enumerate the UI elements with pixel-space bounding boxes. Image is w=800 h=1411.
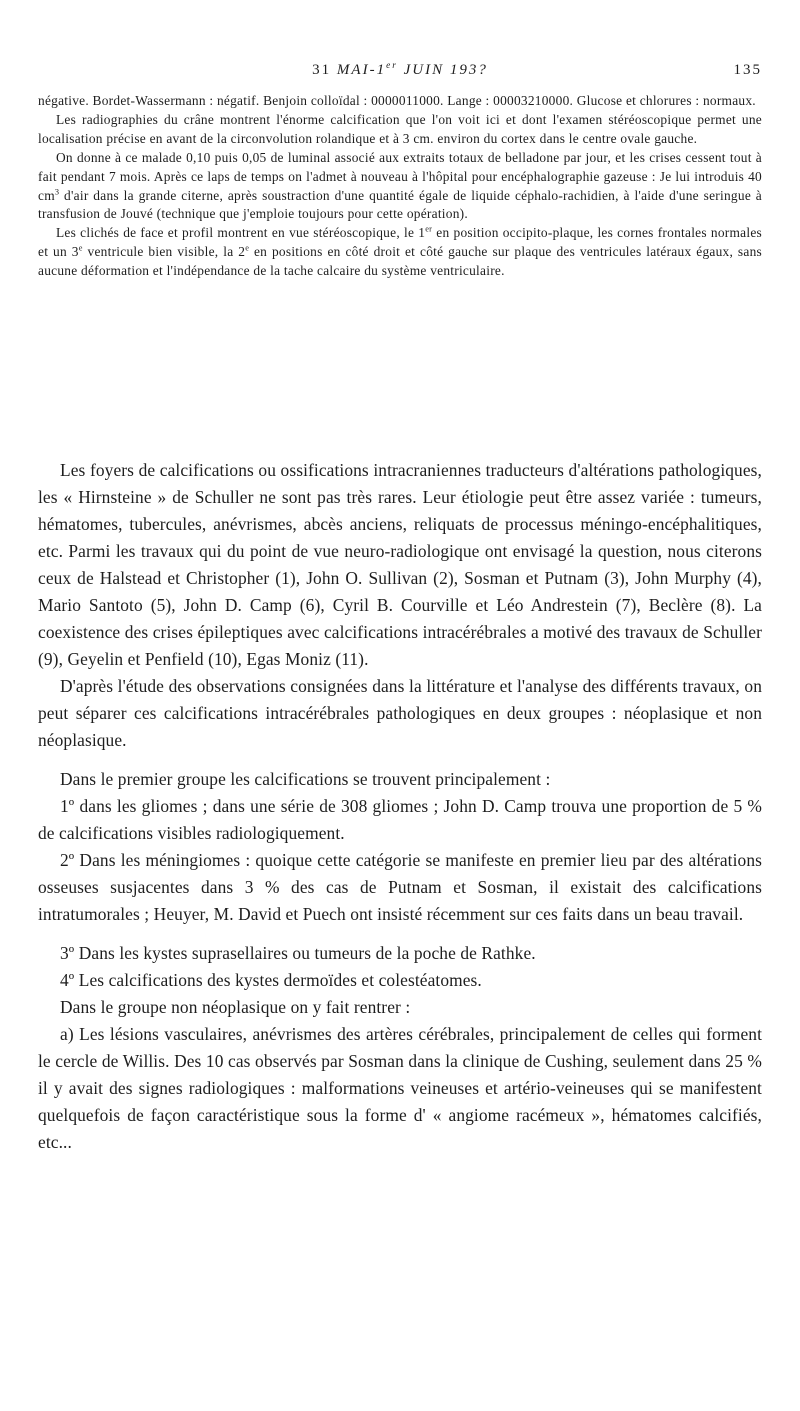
paragraph-intro: Les foyers de calcifications ou ossifications intracraniennes traducteurs d'altérations pathologiques, les « Hirnsteine » de Schuller ne sont pas très rares. Leur étiologie peut être assez variée : tumeurs, hématomes, tubercules, anévrismes, abcès anciens, reliquats de processus méningo-encéphalitiques, etc. Parmi les travaux qui du point de vue neuro-radiologique ont envisagé la question, nous citerons ceux de Halstead et Christopher (1), John O. Sullivan (2), Sosman et Putnam (3), John Murphy (4), Mario Santoto (5), John D. Camp (6), Cyril B. Courville et Léo Andrestein (7), Beclère (8). La coexistence des crises épileptiques avec calcifications intracérébrales a motivé des travaux de Schuller (9), Geyelin et Penfield (10), Egas Moniz (11). — [38, 460, 762, 669]
plates-text-c: ventricule bien visible, la 2 — [82, 244, 246, 260]
case-paragraph-lab: négative. Bordet-Wassermann : négatif. Benjoin colloïdal : 0000011000. Lange : 00003210000. Glucose et chlorures : normaux. — [38, 93, 756, 108]
case-report-block — [38, 92, 762, 281]
list-item-meningiomes: 2º Dans les méningiomes : quoique cette catégorie se manifeste en premier lieu par des altérations osseuses susjacentes dans 3 % des cas de Putnam et Sosman, il existait des calcifications intratumorales ; Heuyer, M. David et Puech ont insisté récemment sur ces faits dans un beau travail. — [38, 850, 762, 924]
treatment-text: On donne à ce malade 0,10 puis 0,05 de luminal associé aux extraits totaux de belladone par jour, et les crises cessent tout à fait pendant 7 mois. Après ce laps de temps on l'admet à nouveau à l'hôpital pour encéphalographie gazeuse : Je lui introduis 40 cm — [38, 149, 762, 203]
issue-month-year: JUIN 193? — [397, 62, 488, 78]
case-paragraph-plates — [38, 224, 762, 281]
main-text-block — [38, 457, 762, 1156]
treatment-text-rest: d'air dans la grande citerne, après soustraction d'une quantité égale de liquide céphalo-rachidien, à l'aide d'une seringue à transfusion de Jouvé (technique que j'emploie toujours pour cette opération). — [38, 187, 762, 222]
paragraph-first-group: Dans le premier groupe les calcifications se trouvent principalement : — [60, 769, 551, 789]
running-head-number: 31 — [312, 62, 332, 78]
plates-text-b: en position occipito-plaque, les cornes frontales normales et un 3 — [38, 225, 762, 260]
plates-text-d: en positions en côté droit et côté gauche sur plaque des ventricules latéraux égaux, sans aucune déformation et l'indépendance de la tache calcaire du système ventriculaire. — [38, 244, 762, 279]
list-item-gliomes: 1º dans les gliomes ; dans une série de 308 gliomes ; John D. Camp trouva une proportion de 5 % de calcifications visibles radiologiquement. — [38, 796, 762, 843]
running-head — [0, 62, 800, 86]
running-head-date — [337, 62, 488, 78]
paragraph-second-group: Dans le groupe non néoplasique on y fait rentrer : — [60, 997, 411, 1017]
case-paragraph-radiography: Les radiographies du crâne montrent l'énorme calcification que l'on voit ici et dont l'examen stéréoscopique permet une localisation précise en avant de la circonvolution rolandique et à 3 cm. environ du cortex dans le centre ovale gauche. — [38, 111, 762, 146]
paragraph-classification: D'après l'étude des observations consignées dans la littérature et l'analyse des différents travaux, on peut séparer ces calcifications intracérébrales pathologiques en deux groupes : néoplasique et non néoplasique. — [38, 676, 762, 750]
plates-sup-3: e — [245, 243, 250, 253]
list-item-kystes-suprasellaires: 3º Dans les kystes suprasellaires ou tumeurs de la poche de Rathke. — [60, 943, 536, 963]
issue-month: MAI-1 — [336, 62, 387, 78]
list-item-dermoides: 4º Les calcifications des kystes dermoïdes et colestéatomes. — [60, 970, 482, 990]
case-paragraph-treatment — [38, 149, 762, 225]
page-number: 135 — [733, 62, 762, 78]
running-head-issue — [0, 62, 800, 79]
plates-sup-1: er — [425, 224, 433, 234]
plates-text-a: Les clichés de face et profil montrent en vue stéréoscopique, le 1 — [56, 225, 426, 241]
plates-sup-2: e — [78, 243, 83, 253]
list-item-lesions-vasculaires: a) Les lésions vasculaires, anévrismes des artères cérébrales, principalement de celles qui forment le cercle de Willis. Des 10 cas observés par Sosman dans la clinique de Cushing, seulement dans 25 % il y avait des signes radiologiques : malformations veineuses et artério-veineuses qui se manifestent quelquefois de façon caractéristique sous la forme d' « angiome racémeux », hématomes calcifiés, etc... — [38, 1024, 762, 1152]
issue-superscript: er — [386, 61, 398, 71]
cubic-superscript: 3 — [54, 187, 60, 197]
